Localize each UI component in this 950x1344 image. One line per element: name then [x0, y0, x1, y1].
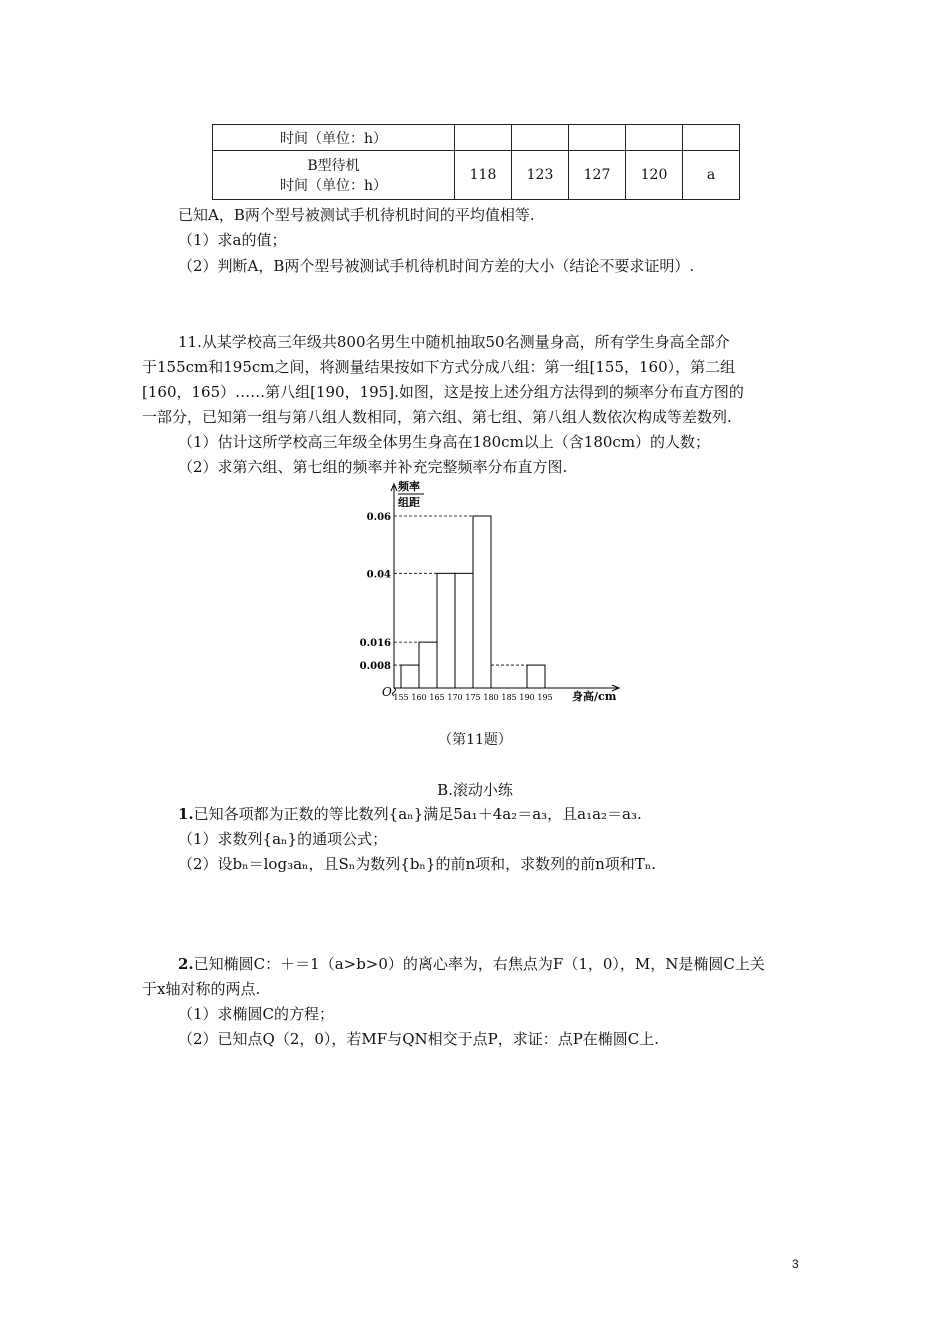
- b-q2-part1: （1）求椭圆C的方程；: [178, 1005, 335, 1023]
- b-q1-stem: 1.已知各项都为正数的等比数列{aₙ}满足5a₁＋4a₂＝a₃，且a₁a₂＝a₃.: [178, 805, 642, 823]
- b-q1-part2: （2）设bₙ＝log₃aₙ，且Sₙ为数列{bₙ}的前n项和，求数列的前n项和Tₙ.: [178, 855, 657, 873]
- b-q2-line2: 于x轴对称的两点.: [142, 980, 261, 998]
- y-tick-label: 0.016: [360, 638, 391, 650]
- y-tick-label: 0.04: [366, 569, 391, 581]
- q11-part2: （2）求第六组、第七组的频率并补充完整频率分布直方图.: [178, 458, 568, 476]
- ylabel-bottom: 组距: [398, 496, 420, 509]
- x-tick-label: 180: [483, 693, 499, 702]
- q11-line3: [160，165）……第八组[190，195].如图，这是按上述分组方法得到的频率分布直方图的: [142, 383, 744, 401]
- frequency-histogram: [360, 478, 640, 708]
- xlabel: 身高/cm: [572, 690, 617, 703]
- x-tick-label: 190: [519, 693, 535, 702]
- y-tick-label: 0.008: [360, 661, 391, 673]
- histogram-bar: [437, 573, 455, 688]
- histogram-bar: [455, 573, 473, 688]
- y-tick-label: 0.06: [366, 512, 391, 523]
- origin-label: O: [382, 685, 392, 699]
- page-number: 3: [792, 1257, 799, 1271]
- standby-time-table: [212, 124, 740, 200]
- table-cell: 120: [626, 151, 683, 200]
- section-title: B.滚动小练: [437, 781, 513, 799]
- table-cell: 127: [569, 151, 626, 200]
- table-cell: 123: [512, 151, 569, 200]
- b-q2-line1: 2.已知椭圆C：＋＝1（a>b>0）的离心率为，右焦点为F（1，0），M，N是椭圆C上关: [178, 955, 765, 973]
- table-cell: a: [683, 151, 740, 200]
- q10-part2: （2）判断A，B两个型号被测试手机待机时间方差的大小（结论不要求证明）.: [178, 257, 695, 275]
- x-tick-label: 185: [501, 693, 517, 702]
- b-q2-part2: （2）已知点Q（2，0），若MF与QN相交于点P，求证：点P在椭圆C上.: [178, 1030, 660, 1048]
- ylabel-top: 频率: [398, 480, 420, 493]
- x-tick-label: 170: [447, 693, 463, 702]
- q10-part1: （1）求a的值；: [178, 231, 287, 249]
- histogram-bar: [527, 665, 545, 688]
- x-tick-label: 195: [537, 693, 553, 702]
- x-tick-label: 160: [411, 693, 427, 702]
- figure-caption: （第11题）: [438, 732, 512, 748]
- table-row-label: 时间（单位：h）: [213, 125, 455, 151]
- histogram-bar: [401, 665, 419, 688]
- table-row-label: B型待机 时间（单位：h）: [213, 151, 455, 200]
- q11-line1: 11.从某学校高三年级共800名男生中随机抽取50名测量身高，所有学生身高全部介: [178, 333, 730, 351]
- q11-line4: 一部分，已知第一组与第八组人数相同，第六组、第七组、第八组人数依次构成等差数列.: [142, 408, 732, 426]
- b-q1-part1: （1）求数列{aₙ}的通项公式；: [178, 830, 388, 848]
- q11-line2: 于155cm和195cm之间，将测量结果按如下方式分成八组：第一组[155，160），第二组: [142, 358, 736, 376]
- x-tick-label: 175: [465, 693, 481, 702]
- q11-part1: （1）估计这所学校高三年级全体男生身高在180cm以上（含180cm）的人数；: [178, 433, 711, 451]
- histogram-bar: [473, 516, 491, 688]
- x-tick-label: 155: [393, 693, 409, 702]
- table-cell: 118: [455, 151, 512, 200]
- histogram-bar: [419, 642, 437, 688]
- x-tick-label: 165: [429, 693, 445, 702]
- q10-stem: 已知A，B两个型号被测试手机待机时间的平均值相等.: [178, 206, 535, 224]
